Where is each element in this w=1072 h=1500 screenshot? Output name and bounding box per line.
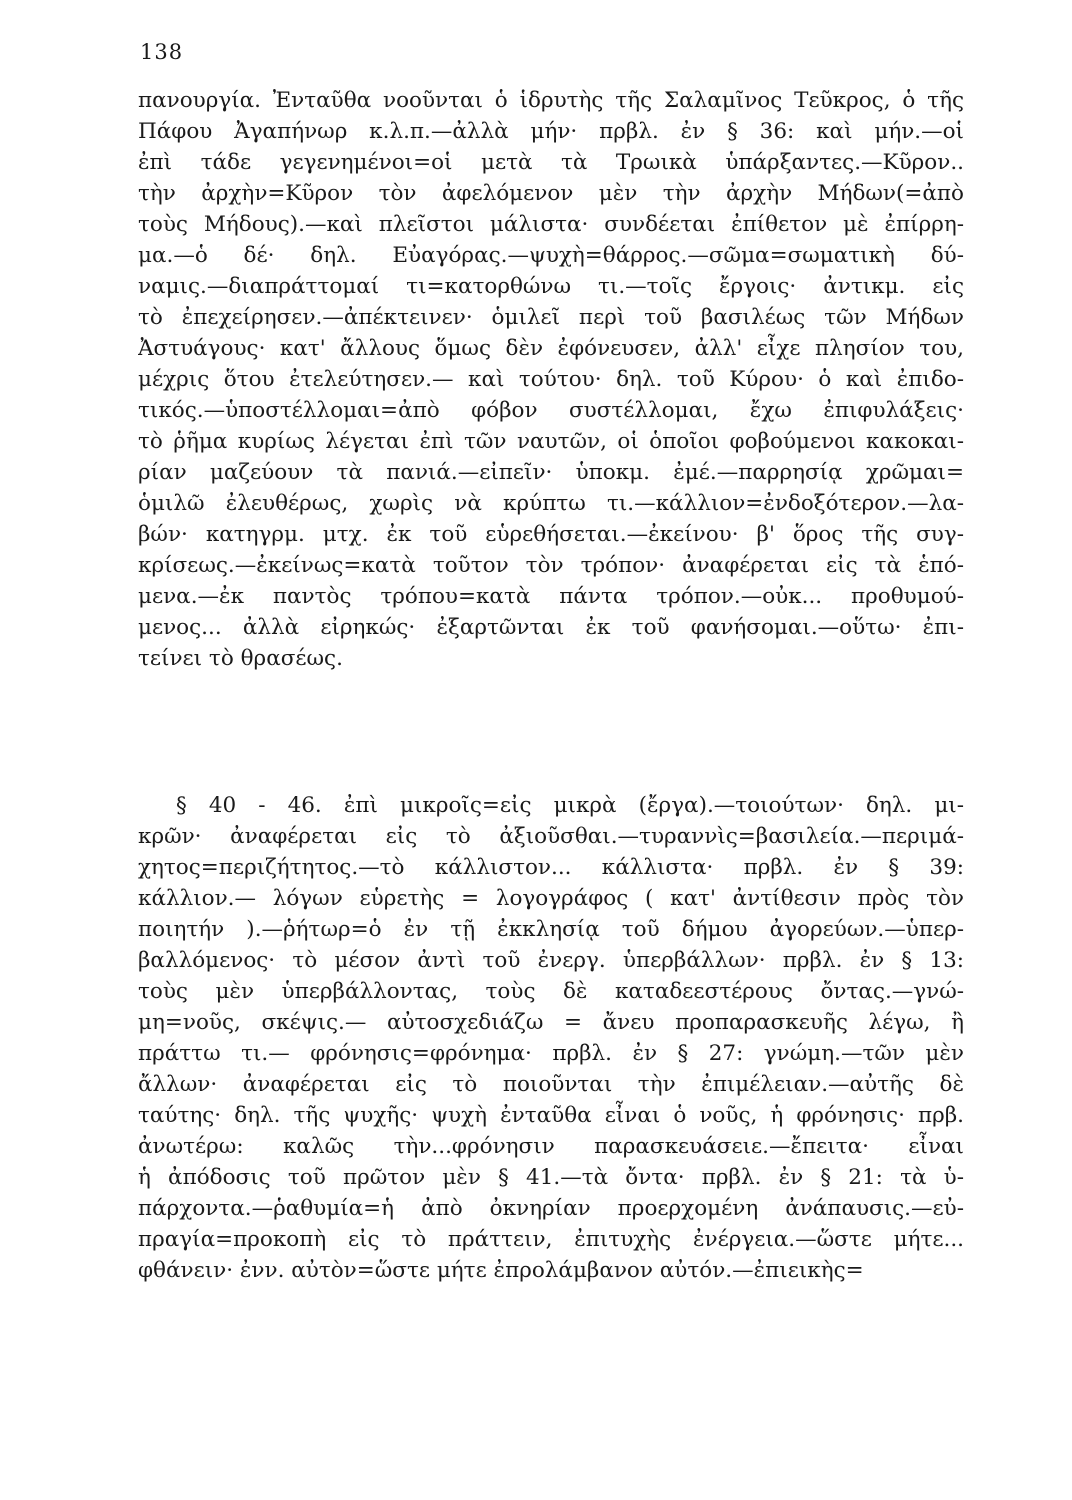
text-line: φθάνειν· ἐνν. αὐτὸν=ὥστε μήτε ἐπρολάμβανον αὐτόν.—ἐπιεικὴς= (138, 1258, 864, 1283)
text-line: πάρχοντα.—ῥαθυμία=ἡ ἀπὸ ὀκνηρίαν προερχομένη ἀνάπαυσις.—εὐ- (138, 1196, 964, 1221)
text-line: ναμις.—διαπράττομαί τι=κατορθώνω τι.—τοῖς ἔργοις· ἀντικμ. εἰς (138, 274, 964, 299)
text-line: πραγία=προκοπὴ εἰς τὸ πράττειν, ἐπιτυχὴς ἐνέργεια.—ὥστε μήτε... (138, 1227, 964, 1252)
text-line: μη=νοῦς, σκέψις.— αὐτοσχεδιάζω = ἄνευ προπαρασκευῆς λέγω, ἢ (138, 1010, 964, 1035)
text-line: μα.—ὁ δέ· δηλ. Εὐαγόρας.—ψυχὴ=θάρρος.—σῶμα=σωματικὴ δύ- (138, 243, 964, 268)
text-line: τὸ ῥῆμα κυρίως λέγεται ἐπὶ τῶν ναυτῶν, οἱ ὁποῖοι φοβούμενοι κακοκαι- (138, 429, 964, 454)
text-line: τὸ ἐπεχείρησεν.—ἀπέκτεινεν· ὁμιλεῖ περὶ τοῦ βασιλέως τῶν Μήδων (138, 305, 964, 330)
text-line: ταύτης· δηλ. τῆς ψυχῆς· ψυχὴ ἐνταῦθα εἶναι ὁ νοῦς, ἡ φρόνησις· πρβ. (138, 1103, 964, 1128)
text-line: ἐπὶ τάδε γεγενημένοι=οἱ μετὰ τὰ Τρωικὰ ὑπάρξαντες.—Κῦρον.. (138, 150, 964, 175)
page-number: 138 (140, 40, 184, 64)
text-line: τοὺς μὲν ὑπερβάλλοντας, τοὺς δὲ καταδεεστέρους ὄντας.—γνώ- (138, 979, 964, 1004)
text-line: κρίσεως.—ἐκείνως=κατὰ τοῦτον τὸν τρόπον· ἀναφέρεται εἰς τὰ ἑπό- (138, 553, 964, 578)
text-line: μενος... ἀλλὰ εἰρηκώς· ἐξαρτῶνται ἐκ τοῦ φανήσομαι.—οὕτω· ἐπι- (138, 615, 964, 640)
text-line: Πάφου Ἀγαπήνωρ κ.λ.π.—ἀλλὰ μήν· πρβλ. ἐν § 36: καὶ μήν.—οἱ (138, 119, 964, 144)
text-line: § 40 - 46. ἐπὶ μικροῖς=εἰς μικρὰ (ἔργα).—τοιούτων· δηλ. μι- (176, 793, 964, 818)
text-line: βών· κατηγρμ. μτχ. ἐκ τοῦ εὑρεθήσεται.—ἐκείνου· β' ὅρος τῆς συγ- (138, 522, 964, 547)
text-line: πράττω τι.— φρόνησις=φρόνημα· πρβλ. ἐν § 27: γνώμη.—τῶν μὲν (138, 1041, 964, 1066)
paragraph-commentary-2 (138, 790, 964, 1286)
text-line: τοὺς Μήδους).—καὶ πλεῖστοι μάλιστα· συνδέεται ἐπίθετον μὲ ἐπίρρη- (138, 212, 964, 237)
text-line: κάλλιον.— λόγων εὑρετὴς = λογογράφος ( κατ' ἀντίθεσιν πρὸς τὸν (138, 886, 964, 911)
text-line: ἡ ἀπόδοσις τοῦ πρῶτον μὲν § 41.—τὰ ὄντα· πρβλ. ἐν § 21: τὰ ὑ- (138, 1165, 964, 1190)
text-line: μενα.—ἐκ παντὸς τρόπου=κατὰ πάντα τρόπον.—οὐκ... προθυμού- (138, 584, 964, 609)
text-line: ὁμιλῶ ἐλευθέρως, χωρὶς νὰ κρύπτω τι.—κάλλιον=ἐνδοξότερον.—λα- (138, 491, 964, 516)
paragraph-commentary-1 (138, 85, 964, 674)
text-line: ἀνωτέρω: καλῶς τὴν...φρόνησιν παρασκευάσειε.—ἔπειτα· εἶναι (138, 1134, 964, 1159)
text-line: πανουργία. Ἐνταῦθα νοοῦνται ὁ ἱδρυτὴς τῆς Σαλαμῖνος Τεῦκρος, ὁ τῆς (138, 88, 964, 113)
text-line: τὴν ἀρχὴν=Κῦρον τὸν ἀφελόμενον μὲν τὴν ἀρχὴν Μήδων(=ἀπὸ (138, 181, 964, 206)
text-line: βαλλόμενος· τὸ μέσον ἀντὶ τοῦ ἐνεργ. ὑπερβάλλων· πρβλ. ἐν § 13: (138, 948, 964, 973)
text-line: τικός.—ὑποστέλλομαι=ἀπὸ φόβον συστέλλομαι, ἔχω ἐπιφυλάξεις· (138, 398, 964, 423)
text-line: κρῶν· ἀναφέρεται εἰς τὸ ἀξιοῦσθαι.—τυραννὶς=βασιλεία.—περιμά- (138, 824, 964, 849)
text-line: Ἀστυάγους· κατ' ἄλλους ὅμως δὲν ἐφόνευσεν, ἀλλ' εἶχε πλησίον του, (138, 336, 964, 361)
text-line: μέχρις ὅτου ἐτελεύτησεν.— καὶ τούτου· δηλ. τοῦ Κύρου· ὁ καὶ ἐπιδο- (138, 367, 964, 392)
text-line: ρίαν μαζεύουν τὰ πανιά.—εἰπεῖν· ὑποκμ. ἐμέ.—παρρησίᾳ χρῶμαι= (138, 460, 964, 485)
text-line: ποιητήν ).—ῥήτωρ=ὁ ἐν τῇ ἐκκλησίᾳ τοῦ δήμου ἀγορεύων.—ὑπερ- (138, 917, 964, 942)
text-line: χητος=περιζήτητος.—τὸ κάλλιστον... κάλλιστα· πρβλ. ἐν § 39: (138, 855, 964, 880)
text-line: ἄλλων· ἀναφέρεται εἰς τὸ ποιοῦνται τὴν ἐπιμέλειαν.—αὐτῆς δὲ (138, 1072, 964, 1097)
text-line: τείνει τὸ θρασέως. (138, 646, 343, 671)
